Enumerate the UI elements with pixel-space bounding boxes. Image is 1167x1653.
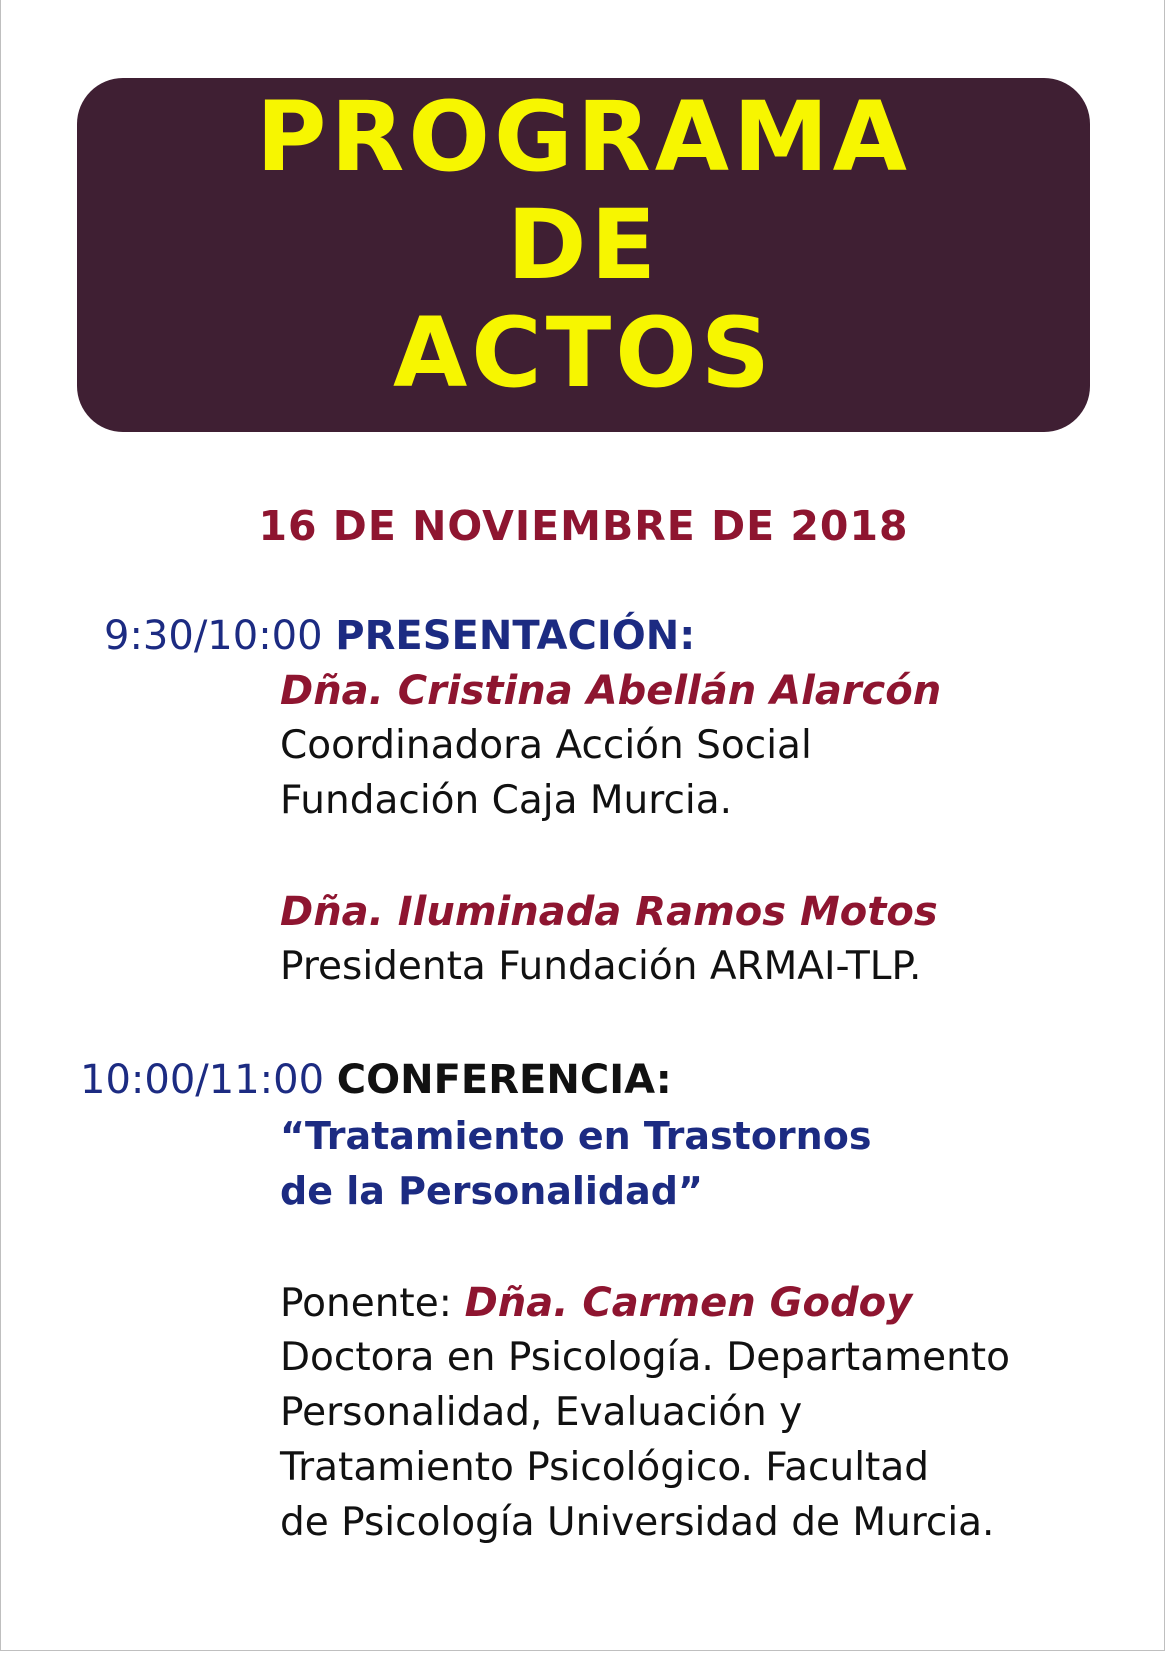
speaker-bio-line2: Personalidad, Evaluación y (280, 1390, 803, 1435)
conference-title-line2: de la Personalidad” (280, 1169, 703, 1213)
presentation-time: 9:30/10:00 (104, 613, 323, 659)
speaker-bio-line3: Tratamiento Psicológico. Facultad (280, 1445, 929, 1490)
speaker1-name: Dña. Cristina Abellán Alarcón (280, 668, 942, 714)
speaker-bio-line4: de Psicología Universidad de Murcia. (280, 1500, 995, 1545)
title-line-1: PROGRAMA (256, 81, 911, 193)
presentation-heading (104, 610, 695, 662)
conference-heading (80, 1054, 672, 1106)
title-banner (77, 78, 1090, 432)
speaker2-role-line1: Presidenta Fundación ARMAI-TLP. (280, 944, 922, 989)
speaker-prefix: Ponente: (280, 1281, 452, 1326)
title-line-2: DE (506, 189, 661, 301)
conference-title-line1: “Tratamiento en Trastornos (280, 1114, 872, 1158)
event-date: 16 DE NOVIEMBRE DE 2018 (258, 502, 909, 550)
speaker1-role-line1: Coordinadora Acción Social (280, 723, 812, 768)
speaker-bio-line1: Doctora en Psicología. Departamento (280, 1335, 1010, 1380)
speaker2-name: Dña. Iluminada Ramos Motos (280, 889, 938, 935)
presentation-label: PRESENTACIÓN: (335, 613, 696, 659)
conference-label: CONFERENCIA: (336, 1057, 672, 1103)
title-line-3: ACTOS (393, 297, 774, 409)
conference-speaker-name: Dña. Carmen Godoy (464, 1280, 913, 1326)
speaker1-role-line2: Fundación Caja Murcia. (280, 778, 733, 823)
conference-speaker (280, 1277, 912, 1330)
conference-time: 10:00/11:00 (80, 1057, 325, 1103)
